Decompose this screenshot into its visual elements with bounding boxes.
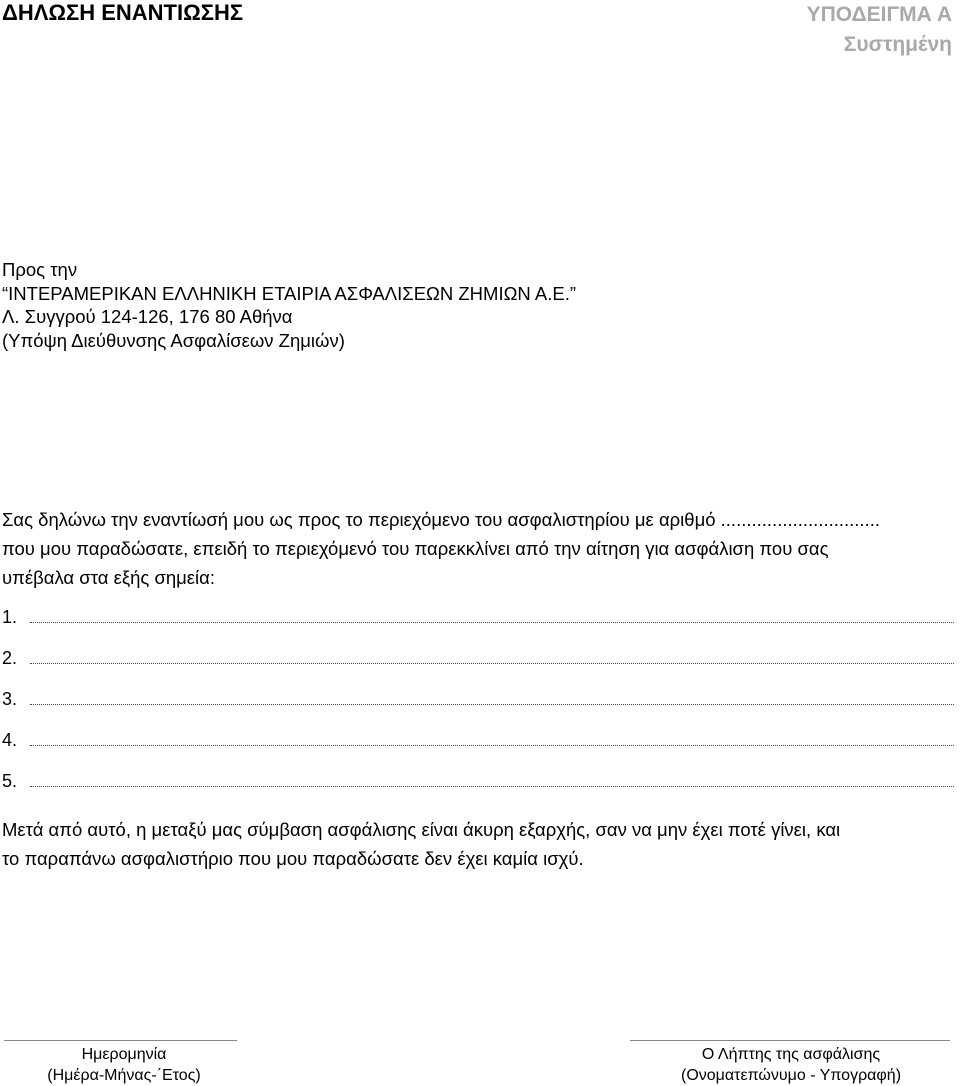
conclusion-paragraph	[2, 815, 840, 873]
recipient-street: Λ. Συγγρού 124-126, 176 80 Αθήνα	[2, 306, 293, 327]
point-row-2	[2, 645, 954, 669]
document-title: ΔΗΛΩΣΗ ΕΝΑΝΤΙΩΣΗΣ	[2, 0, 244, 25]
paragraph-line: Σας δηλώνω την εναντίωσή μου ως προς το περιεχόμενο του ασφαλιστηρίου με αριθμό ...............................	[2, 509, 880, 530]
date-label: Ημερομηνία	[81, 1046, 167, 1063]
recipient-line: Προς την	[2, 259, 78, 280]
sample-label: ΥΠΟΔΕΙΓΜΑ Α	[806, 3, 952, 26]
signer-format-label: (Ονοματεπώνυμο - Υπογραφή)	[680, 1067, 902, 1084]
registered-label: Συστημένη	[843, 33, 952, 56]
point-row-4	[2, 727, 954, 751]
point-number: 2.	[2, 648, 18, 668]
dotted-fill-line	[30, 621, 954, 623]
date-format-label: (Ημέρα-Μήνας-΄Ετος)	[47, 1067, 201, 1084]
dotted-fill-line	[30, 662, 954, 664]
date-signature-line	[4, 1040, 237, 1041]
recipient-department: (Υπόψη Διεύθυνσης Ασφαλίσεων Ζημιών)	[2, 329, 345, 351]
sample-label-block	[807, 0, 952, 60]
point-row-3	[2, 686, 954, 710]
recipient-company: “ΙΝΤΕΡΑΜΕΡΙΚΑΝ ΕΛΛΗΝΙΚΗ ΕΤΑΙΡΙΑ ΑΣΦΑΛΙΣΕΩΝ ΖΗΜΙΩΝ Α.Ε.”	[2, 282, 577, 304]
dotted-fill-line	[30, 703, 954, 705]
signer-label: Ο Λήπτης της ασφάλισης	[701, 1046, 881, 1063]
signer-signature-block	[630, 1044, 952, 1086]
dotted-fill-line	[30, 785, 954, 787]
point-number: 1.	[2, 607, 18, 627]
objection-paragraph	[2, 505, 880, 592]
paragraph-line: που μου παραδώσατε, επειδή το περιεχόμενό του παρεκκλίνει από την αίτηση για ασφάλιση που σας	[2, 538, 829, 559]
point-number: 4.	[2, 730, 18, 750]
point-row-1	[2, 604, 954, 628]
signer-signature-line	[630, 1040, 950, 1041]
dotted-fill-line	[30, 744, 954, 746]
point-number: 5.	[2, 771, 18, 791]
recipient-address	[2, 258, 576, 352]
point-number: 3.	[2, 689, 18, 709]
paragraph-line: Μετά από αυτό, η μεταξύ μας σύμβαση ασφάλισης είναι άκυρη εξαρχής, σαν να μην έχει ποτέ γίνει, και	[2, 819, 841, 840]
point-row-5	[2, 768, 954, 792]
date-signature-block	[4, 1044, 244, 1086]
paragraph-line: το παραπάνω ασφαλιστήριο που μου παραδώσατε δεν έχει καμία ισχύ.	[2, 848, 584, 869]
paragraph-line: υπέβαλα στα εξής σημεία:	[2, 567, 216, 588]
